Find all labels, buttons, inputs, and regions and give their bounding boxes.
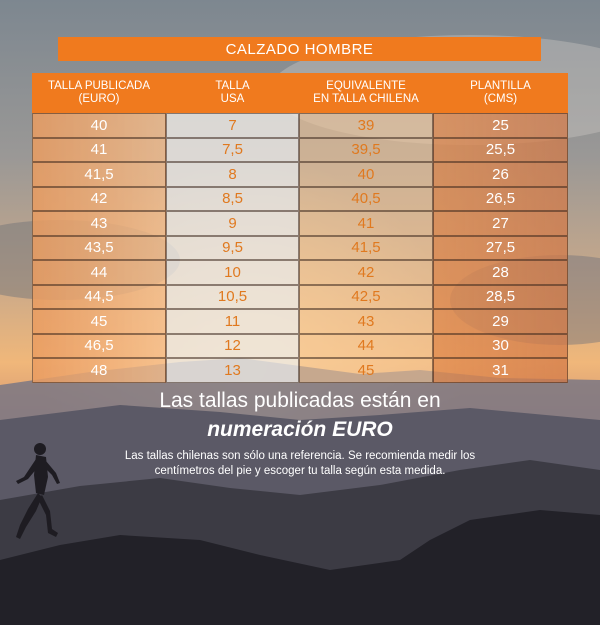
cell-insole: 28,5: [433, 285, 568, 310]
cell-chile: 40,5: [299, 187, 433, 212]
header-chile: [299, 73, 433, 113]
cell-chile: 39,5: [299, 138, 433, 163]
cell-usa: 11: [166, 309, 299, 334]
header-usa: [166, 73, 299, 113]
cell-chile: 40: [299, 162, 433, 187]
table-row: [32, 334, 568, 359]
table-row: [32, 187, 568, 212]
cell-usa: 12: [166, 334, 299, 359]
table-title: CALZADO HOMBRE: [58, 37, 541, 61]
cell-insole: 26: [433, 162, 568, 187]
headline-emphasis: numeración EURO: [207, 418, 393, 441]
cell-insole: 25,5: [433, 138, 568, 163]
header-euro-label: TALLA PUBLICADA (EURO): [47, 80, 151, 105]
header-chile-label: EQUIVALENTE EN TALLA CHILENA: [313, 80, 419, 105]
cell-insole: 27: [433, 211, 568, 236]
header-insole-label: PLANTILLA (CMS): [470, 80, 531, 105]
header-usa-label: TALLA USA: [215, 80, 250, 105]
cell-chile: 42: [299, 260, 433, 285]
cell-insole: 25: [433, 113, 568, 138]
cell-chile: 41: [299, 211, 433, 236]
cell-euro: 42: [32, 187, 166, 212]
table-row: [32, 138, 568, 163]
headline: Las tallas publicadas están en: [159, 389, 441, 412]
table-row: [32, 113, 568, 138]
cell-euro: 40: [32, 113, 166, 138]
table-row: [32, 358, 568, 383]
cell-usa: 10: [166, 260, 299, 285]
cell-usa: 9: [166, 211, 299, 236]
cell-chile: 42,5: [299, 285, 433, 310]
cell-chile: 43: [299, 309, 433, 334]
cell-euro: 44: [32, 260, 166, 285]
cell-chile: 44: [299, 334, 433, 359]
cell-insole: 30: [433, 334, 568, 359]
cell-euro: 43: [32, 211, 166, 236]
cell-chile: 39: [299, 113, 433, 138]
cell-usa: 9,5: [166, 236, 299, 261]
cell-insole: 31: [433, 358, 568, 383]
size-note: [80, 449, 520, 479]
cell-insole: 27,5: [433, 236, 568, 261]
cell-usa: 8: [166, 162, 299, 187]
cell-euro: 43,5: [32, 236, 166, 261]
cell-euro: 41,5: [32, 162, 166, 187]
table-row: [32, 162, 568, 187]
size-note-line-1: Las tallas chilenas son sólo una referencia. Se recomienda medir los: [124, 450, 476, 462]
cell-insole: 29: [433, 309, 568, 334]
cell-euro: 45: [32, 309, 166, 334]
cell-chile: 45: [299, 358, 433, 383]
cell-usa: 7: [166, 113, 299, 138]
table-row: [32, 236, 568, 261]
table-header: [32, 73, 568, 113]
header-insole: [433, 73, 568, 113]
table-body: [32, 113, 568, 383]
table-row: [32, 260, 568, 285]
cell-usa: 7,5: [166, 138, 299, 163]
size-note-line-2: centímetros del pie y escoger tu talla según esta medida.: [154, 465, 446, 477]
header-euro: [32, 73, 166, 113]
cell-insole: 28: [433, 260, 568, 285]
cell-insole: 26,5: [433, 187, 568, 212]
size-table: [32, 73, 568, 383]
cell-usa: 13: [166, 358, 299, 383]
cell-euro: 44,5: [32, 285, 166, 310]
runner-silhouette: [6, 437, 66, 547]
table-row: [32, 211, 568, 236]
cell-usa: 8,5: [166, 187, 299, 212]
cell-chile: 41,5: [299, 236, 433, 261]
cell-euro: 46,5: [32, 334, 166, 359]
table-row: [32, 285, 568, 310]
cell-usa: 10,5: [166, 285, 299, 310]
cell-euro: 41: [32, 138, 166, 163]
cell-euro: 48: [32, 358, 166, 383]
table-row: [32, 309, 568, 334]
